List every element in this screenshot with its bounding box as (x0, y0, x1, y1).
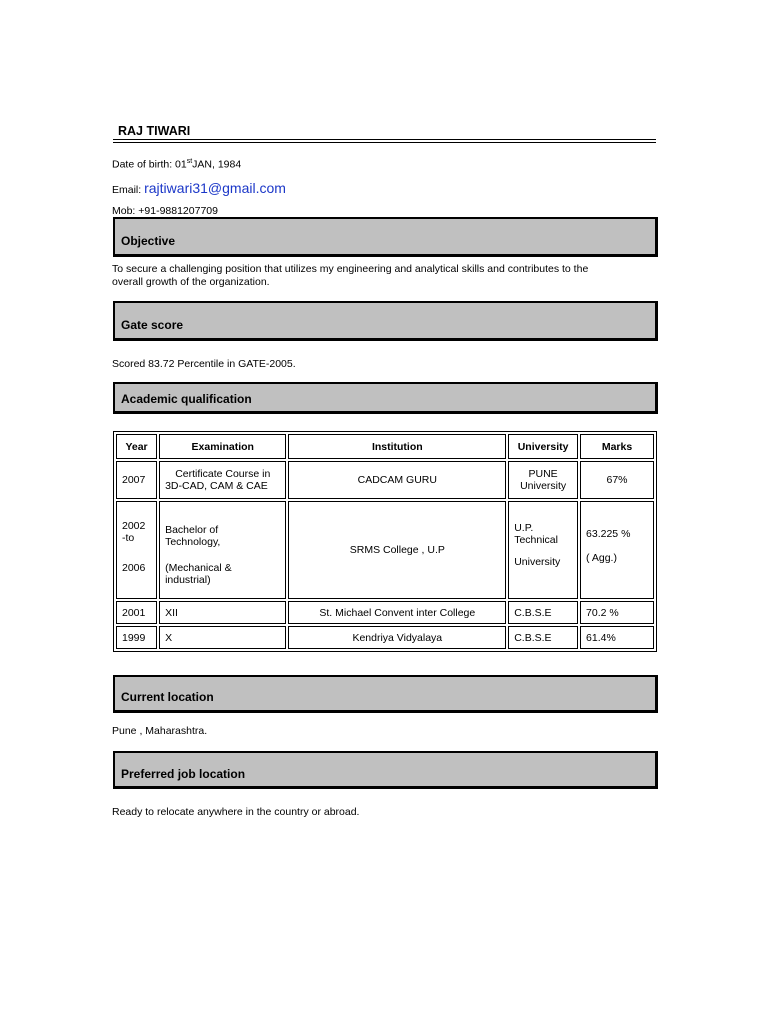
preferred-location-heading-box (113, 751, 658, 789)
table-header-row (116, 434, 654, 459)
row-institution: SRMS College , U.P (288, 501, 506, 599)
row-marks: 67% (580, 461, 654, 499)
table-row (116, 626, 654, 649)
column-header-university: University (508, 434, 578, 459)
column-header-institution: Institution (288, 434, 506, 459)
row-university (508, 461, 578, 499)
header-rule-thick (113, 139, 656, 140)
row-university: C.B.S.E (508, 626, 578, 649)
row-year: 1999 (116, 626, 157, 649)
exam-line-1: Bachelor of (165, 524, 219, 536)
column-header-year: Year (116, 434, 157, 459)
row-examination: XII (159, 601, 286, 624)
exam-line-1: Certificate Course in (175, 468, 271, 480)
marks-line-1: 63.225 % (586, 528, 631, 540)
header-rule-thin (113, 142, 656, 143)
objective-text-line-2: overall growth of the organization. (112, 276, 270, 288)
university-line-2: Technical (514, 534, 558, 546)
objective-text (112, 263, 642, 289)
current-location-heading-box (113, 675, 658, 713)
email-line (112, 180, 286, 196)
table-row (116, 501, 654, 599)
row-examination (159, 461, 286, 499)
marks-line-2: ( Agg.) (586, 552, 617, 564)
date-of-birth (112, 158, 241, 171)
dob-suffix: st (186, 158, 193, 165)
current-location-text: Pune , Maharashtra. (112, 725, 208, 737)
university-line-3: University (514, 556, 561, 568)
gate-heading-box (113, 301, 658, 341)
academic-table (113, 431, 657, 652)
exam-line-2: 3D-CAD, CAM & CAE (165, 480, 268, 492)
row-institution: St. Michael Convent inter College (288, 601, 506, 624)
email-link[interactable]: rajtiwari31@gmail.com (144, 180, 286, 196)
university-line-1: PUNE (528, 468, 558, 480)
row-year: 2001 (116, 601, 157, 624)
academic-heading-box (113, 382, 658, 414)
row-institution: Kendriya Vidyalaya (288, 626, 506, 649)
objective-heading: Objective (121, 234, 176, 248)
email-label: Email: (112, 184, 142, 196)
table-row (116, 601, 654, 624)
row-marks (580, 501, 654, 599)
year-line-3: 2006 (122, 562, 146, 574)
row-university: C.B.S.E (508, 601, 578, 624)
row-marks: 70.2 % (580, 601, 654, 624)
objective-heading-box (113, 217, 658, 257)
exam-line-4: industrial) (165, 574, 211, 586)
gate-heading: Gate score (121, 318, 184, 332)
academic-heading: Academic qualification (121, 392, 252, 406)
mobile-number: Mob: +91-9881207709 (112, 205, 218, 217)
row-institution: CADCAM GURU (288, 461, 506, 499)
gate-text: Scored 83.72 Percentile in GATE-2005. (112, 358, 296, 370)
column-header-examination: Examination (159, 434, 286, 459)
current-location-heading: Current location (121, 690, 214, 704)
year-line-1: 2002 (122, 520, 146, 532)
preferred-location-text: Ready to relocate anywhere in the country or abroad. (112, 806, 360, 818)
preferred-location-heading: Preferred job location (121, 767, 246, 781)
column-header-marks: Marks (580, 434, 654, 459)
candidate-name: RAJ TIWARI (118, 124, 191, 138)
dob-label: Date of birth: 01 (112, 158, 187, 171)
university-line-2: University (520, 480, 567, 492)
dob-rest: JAN, 1984 (192, 158, 242, 171)
exam-line-2: Technology, (165, 536, 221, 548)
exam-line-3: (Mechanical & (165, 562, 232, 574)
row-examination: X (159, 626, 286, 649)
row-marks: 61.4% (580, 626, 654, 649)
objective-text-line-1: To secure a challenging position that utilizes my engineering and analytical skills and contributes to the (112, 263, 589, 275)
table-row (116, 461, 654, 499)
row-examination (159, 501, 286, 599)
row-university (508, 501, 578, 599)
university-line-1: U.P. (514, 522, 534, 534)
year-line-2: -to (122, 532, 135, 544)
row-year (116, 501, 157, 599)
row-year: 2007 (116, 461, 157, 499)
